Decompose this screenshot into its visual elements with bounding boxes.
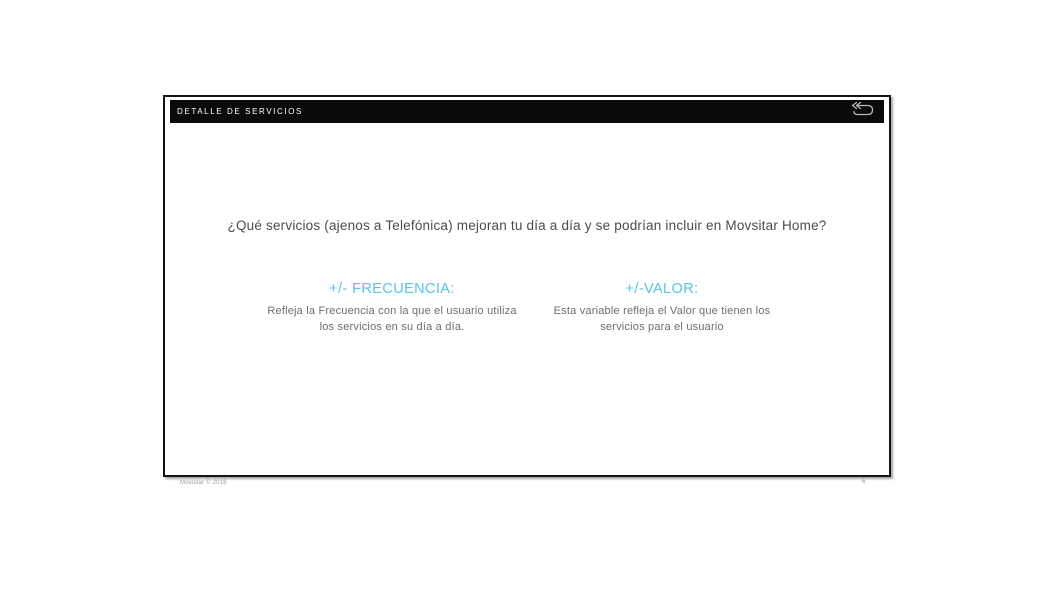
variable-columns <box>170 281 884 336</box>
frecuencia-description: Refleja la Frecuencia con la que el usuario utiliza los servicios en su día a día. <box>267 305 517 333</box>
column-valor <box>534 281 790 336</box>
back-button[interactable] <box>848 102 876 121</box>
frecuencia-title: +/- FRECUENCIA: <box>329 281 455 297</box>
column-frecuencia <box>264 281 520 336</box>
valor-title: +/-VALOR: <box>625 281 699 297</box>
slide-header-bar <box>170 100 884 123</box>
page-title: DETALLE DE SERVICIOS <box>177 107 303 116</box>
footer-copyright: Movistar © 2016 <box>180 480 227 486</box>
slide-frame <box>163 95 891 477</box>
valor-description: Esta variable refleja el Valor que tienen los servicios para el usuario <box>553 305 771 333</box>
footer-page-number: 6 <box>862 479 866 485</box>
slide-question: ¿Qué servicios (ajenos a Telefónica) mejoran tu día a día y se podrían incluir en Movsitar Home? <box>227 218 827 233</box>
return-arrow-icon <box>849 101 875 123</box>
